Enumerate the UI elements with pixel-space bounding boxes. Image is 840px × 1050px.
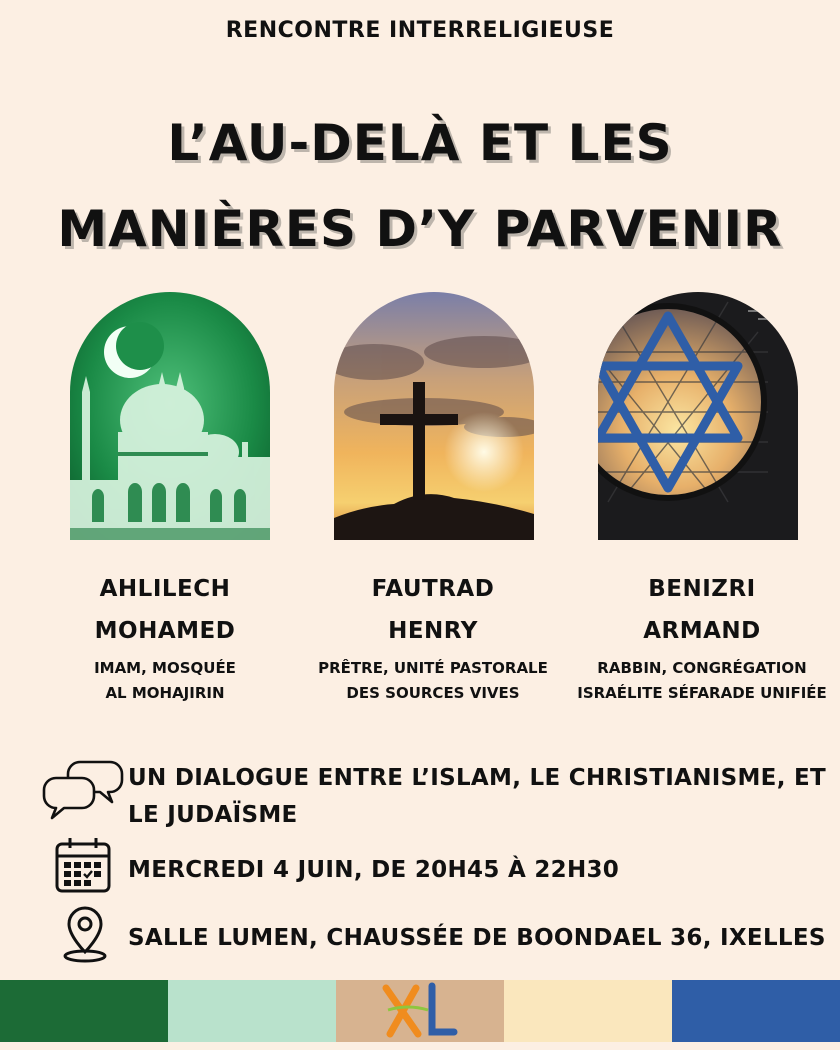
cross-sunset-image [334, 292, 534, 540]
page-title [0, 100, 840, 272]
footer-band-1 [0, 980, 168, 1042]
footer-band-5 [672, 980, 840, 1042]
speaker-2 [293, 568, 573, 706]
speaker-3-role-line-2: ISRAÉLITE SÉFARADE UNIFIÉE [577, 684, 827, 702]
dialogue-line-1: UN DIALOGUE ENTRE L’ISLAM, LE CHRISTIANISME, ET [128, 765, 827, 791]
speaker-3-role-line-1: RABBIN, CONGRÉGATION [597, 659, 807, 677]
event-location: SALLE LUMEN, CHAUSSÉE DE BOONDAEL 36, IXELLES [128, 925, 826, 951]
speaker-1 [25, 568, 305, 706]
footer-band-2 [168, 980, 336, 1042]
speaker-2-name-line-2: HENRY [388, 618, 478, 644]
footer-band-4 [504, 980, 672, 1042]
location-pin-icon [62, 904, 108, 968]
speaker-2-role-line-1: PRÊTRE, UNITÉ PASTORALE [318, 659, 548, 677]
speaker-1-role-line-1: IMAM, MOSQUÉE [94, 659, 236, 677]
dialogue-line-2: LE JUDAÏSME [128, 802, 298, 828]
xl-logo [378, 980, 464, 1042]
star-of-david-window-image [598, 292, 798, 540]
speaker-1-name-line-1: AHLILECH [99, 576, 231, 602]
event-date: MERCREDI 4 JUIN, DE 20H45 À 22H30 [128, 857, 620, 883]
speaker-3-name-line-2: ARMAND [643, 618, 761, 644]
speaker-2-name-line-1: FAUTRAD [371, 576, 495, 602]
speaker-2-role-line-2: DES SOURCES VIVES [346, 684, 520, 702]
speaker-3-name-line-1: BENIZRI [648, 576, 756, 602]
calendar-icon [54, 836, 112, 898]
title-line-1: L’AU-DELÀ ET LES [167, 114, 673, 172]
dialogue-text [128, 760, 826, 834]
speaker-1-name-line-2: MOHAMED [94, 618, 236, 644]
kicker: RENCONTRE INTERRELIGIEUSE [225, 18, 615, 43]
mosque-crescent-image [70, 292, 270, 540]
speaker-3 [562, 568, 840, 706]
title-line-2: MANIÈRES D’Y PARVENIR [57, 200, 783, 258]
speaker-1-role-line-2: AL MOHAJIRIN [105, 684, 225, 702]
chat-bubbles-icon [42, 756, 124, 826]
